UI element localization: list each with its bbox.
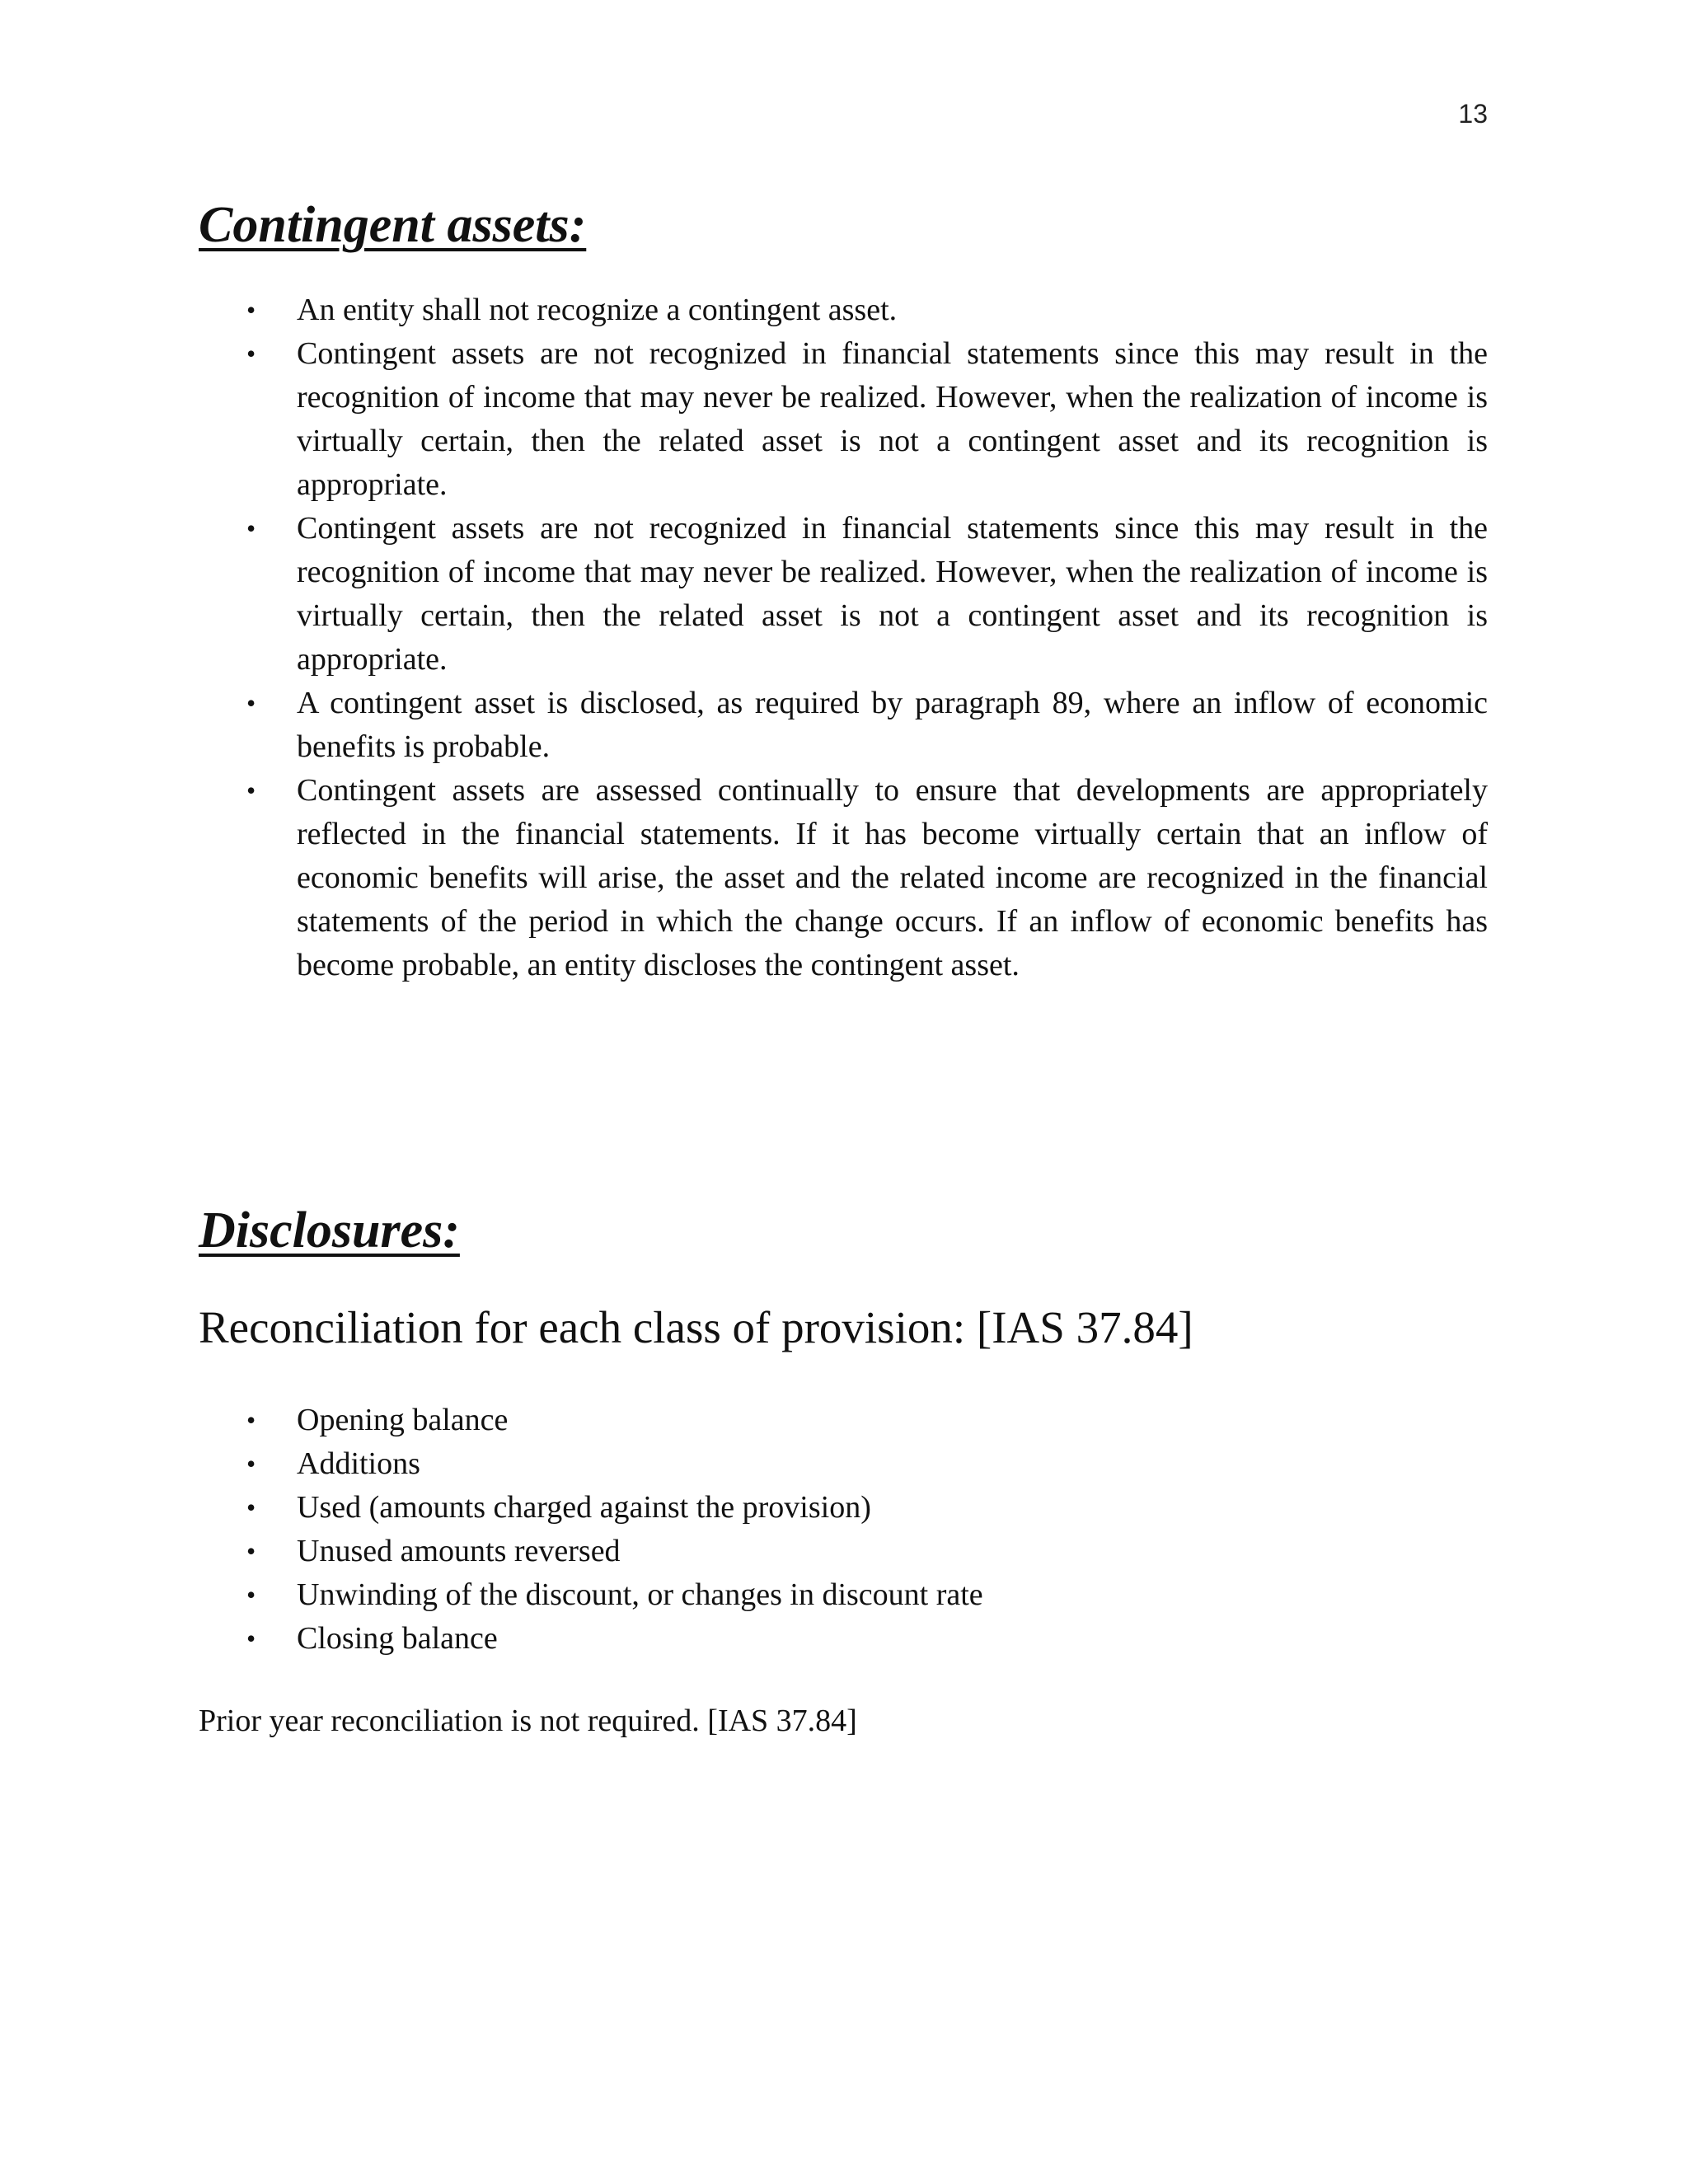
reconciliation-subheading: Reconciliation for each class of provision: [IAS 37.84] (199, 1302, 1193, 1352)
list-item-text: Closing balance (297, 1621, 498, 1656)
bullet-icon: • (246, 1536, 256, 1566)
list-item-text: An entity shall not recognize a contingent asset. (297, 293, 898, 327)
list-item (199, 507, 1488, 682)
list-item-text: Contingent assets are assessed continually to ensure that developments are appropriately reflected in the financial statements. If it has become virtually certain that an inflow of economic benefits will arise, the asset and the related income are recognized in the financial statements of the period in which the change occurs. If an inflow of economic benefits has become probable, an entity discloses the contingent asset. (297, 773, 1488, 982)
page-number: 13 (1458, 99, 1488, 129)
list-item (199, 1442, 1488, 1486)
list-item (199, 288, 1488, 332)
list-item (199, 1617, 1488, 1661)
bullet-icon: • (246, 513, 256, 543)
list-item (199, 769, 1488, 987)
list-item (199, 1573, 1488, 1617)
list-item-text: Additions (297, 1446, 420, 1481)
list-item (199, 1530, 1488, 1573)
disclosures-heading: Disclosures: (199, 1202, 460, 1258)
list-item-text: Contingent assets are not recognized in financial statements since this may result in the recognition of income that may never be realized. However, when the realization of income is virtually certain, then the related asset is not a contingent asset and its recognition is appropriate. (297, 511, 1488, 677)
bullet-icon: • (246, 1580, 256, 1610)
list-item (199, 1399, 1488, 1442)
reconciliation-list (199, 1399, 1488, 1661)
prior-year-note: Prior year reconciliation is not required. [IAS 37.84] (199, 1704, 857, 1738)
bullet-icon: • (246, 1405, 256, 1435)
list-item-text: Contingent assets are not recognized in financial statements since this may result in the recognition of income that may never be realized. However, when the realization of income is virtually certain, then the related asset is not a contingent asset and its recognition is appropriate. (297, 336, 1488, 502)
list-item-text: Used (amounts charged against the provision) (297, 1490, 871, 1525)
list-item (199, 332, 1488, 507)
list-item (199, 682, 1488, 769)
contingent-assets-list (199, 288, 1488, 987)
bullet-icon: • (246, 1624, 256, 1653)
bullet-icon: • (246, 688, 256, 718)
bullet-icon: • (246, 339, 256, 368)
bullet-icon: • (246, 295, 256, 325)
list-item-text: Unwinding of the discount, or changes in discount rate (297, 1577, 983, 1612)
bullet-icon: • (246, 1493, 256, 1522)
bullet-icon: • (246, 776, 256, 805)
list-item-text: Opening balance (297, 1403, 509, 1437)
list-item-text: A contingent asset is disclosed, as required by paragraph 89, where an inflow of economic benefits is probable. (297, 686, 1488, 764)
bullet-icon: • (246, 1449, 256, 1479)
contingent-assets-heading: Contingent assets: (199, 197, 587, 253)
list-item (199, 1486, 1488, 1530)
list-item-text: Unused amounts reversed (297, 1534, 621, 1568)
